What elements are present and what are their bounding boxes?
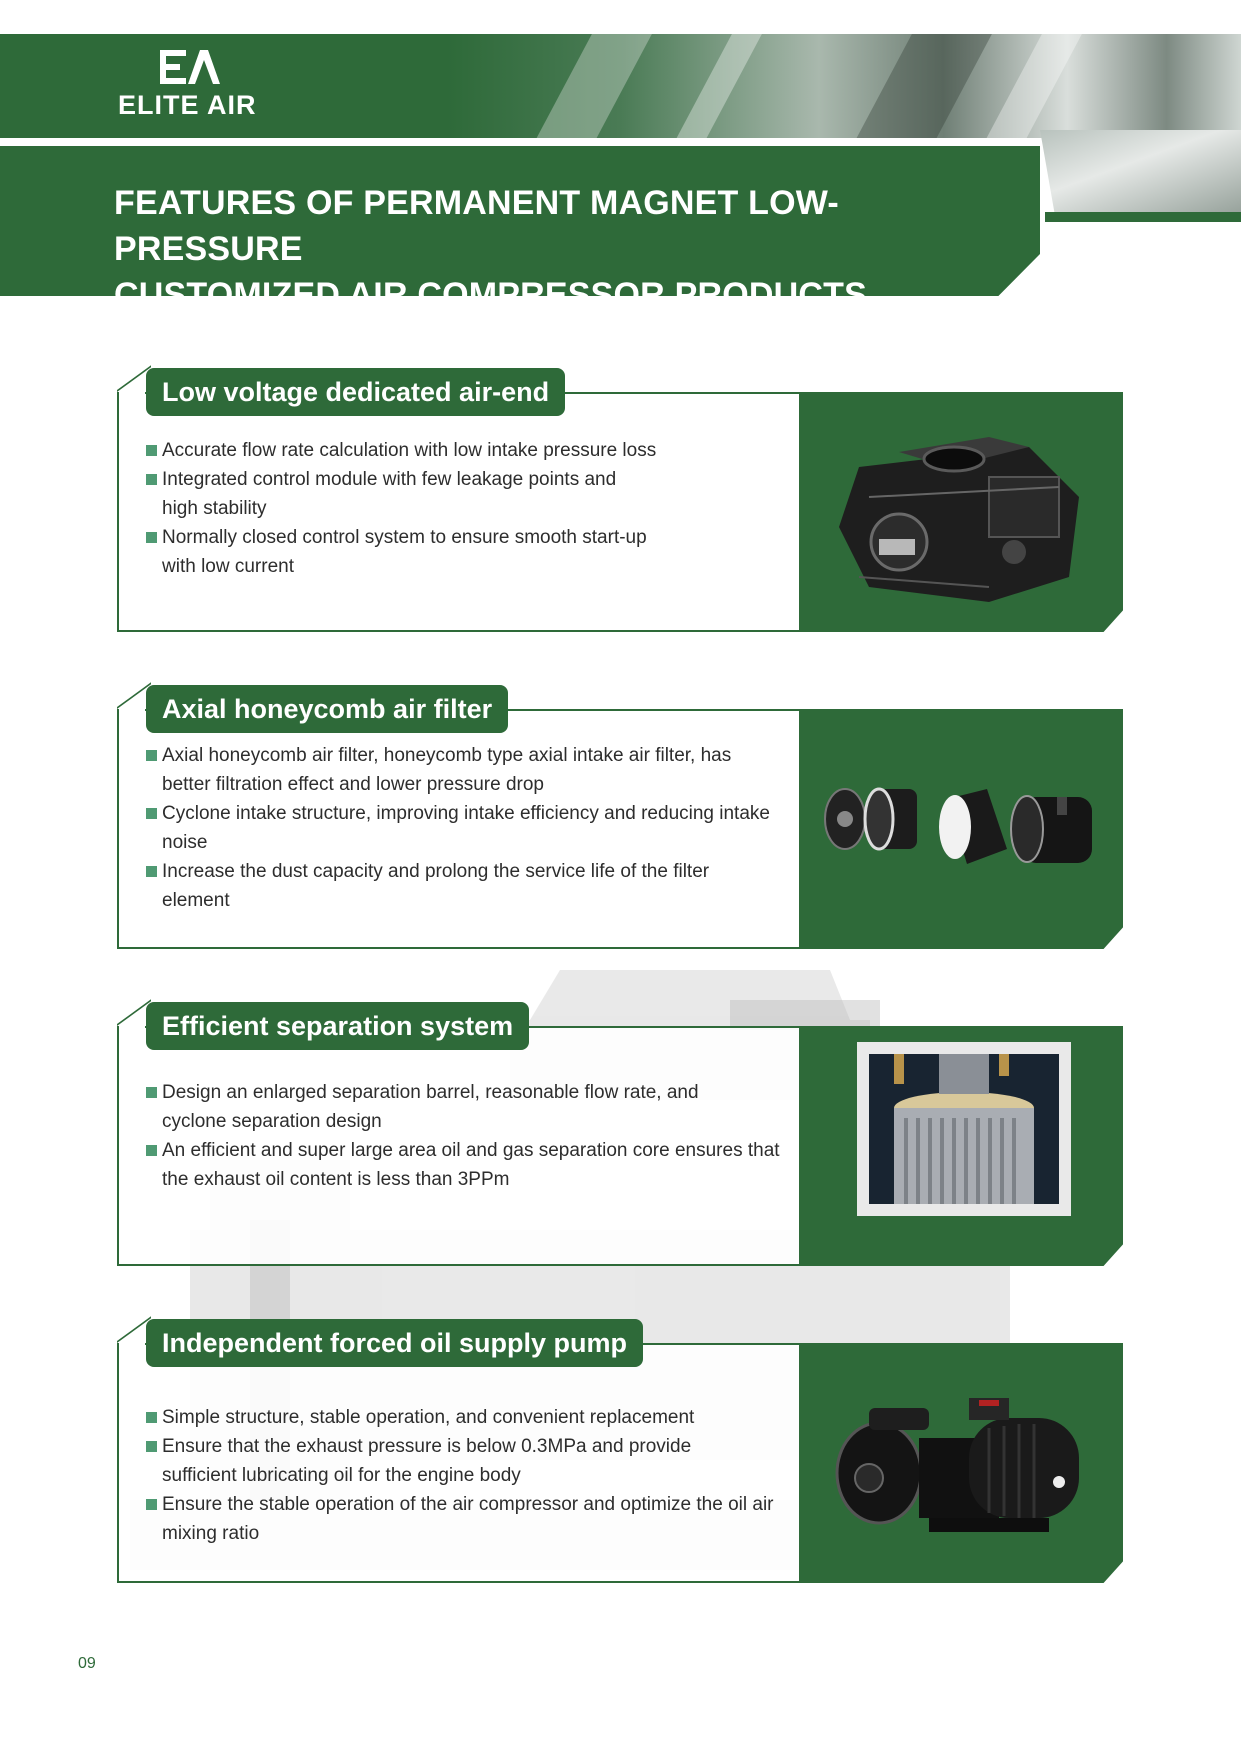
feature-card-oil-pump: [117, 1328, 1123, 1583]
oil-pump-image: [799, 1343, 1123, 1583]
list-item: Cyclone intake structure, improving intake efficiency and reducing intake noise: [145, 799, 770, 857]
list-item: Simple structure, stable operation, and convenient replacement: [145, 1403, 785, 1432]
list-item: Design an enlarged separation barrel, reasonable flow rate, and cyclone separation design: [145, 1078, 725, 1136]
list-item: Increase the dust capacity and prolong the service life of the filter element: [145, 857, 725, 915]
separator-image: [799, 1026, 1123, 1266]
list-item: An efficient and super large area oil and gas separation core ensures that the exhaust oil content is less than 3PPm: [145, 1136, 785, 1194]
card-heading: Axial honeycomb air filter: [146, 685, 508, 733]
feature-list: [145, 436, 785, 581]
card-image-panel: [799, 1343, 1123, 1583]
card-heading: Efficient separation system: [146, 1002, 529, 1050]
card-image-panel: [799, 392, 1123, 632]
list-item: Ensure the stable operation of the air compressor and optimize the oil air mixing ratio: [145, 1490, 785, 1548]
list-item: Normally closed control system to ensure smooth start-up with low current: [145, 523, 685, 581]
page-title: [114, 180, 1014, 318]
list-item: Ensure that the exhaust pressure is below 0.3MPa and provide sufficient lubricating oil for the engine body: [145, 1432, 705, 1490]
ea-logo-mark-icon: [160, 50, 220, 84]
card-heading: Low voltage dedicated air-end: [146, 368, 565, 416]
feature-card-air-end: [117, 377, 1123, 632]
page-title-line1: FEATURES OF PERMANENT MAGNET LOW-PRESSURE: [114, 184, 839, 268]
list-item: Accurate flow rate calculation with low intake pressure loss: [145, 436, 785, 465]
brand-name: ELITE AIR: [118, 90, 257, 120]
list-item: Axial honeycomb air filter, honeycomb type axial intake air filter, has better filtration effect and lower pressure drop: [145, 741, 785, 799]
card-image-panel: [799, 709, 1123, 949]
feature-card-air-filter: [117, 694, 1123, 949]
card-image-panel: [799, 1026, 1123, 1266]
banner-shadow: [837, 34, 1002, 138]
header-divider: [0, 138, 1045, 146]
page-number: 09: [78, 1655, 96, 1672]
feature-list: [145, 1078, 785, 1194]
banner-highlight: [967, 34, 1092, 138]
card-heading: Independent forced oil supply pump: [146, 1319, 643, 1367]
feature-list: [145, 741, 785, 915]
list-item: Integrated control module with few leakage points and high stability: [145, 465, 635, 523]
banner-highlight: [517, 34, 662, 138]
header-decor-accent: [1045, 212, 1241, 222]
page-title-line2: CUSTOMIZED AIR COMPRESSOR PRODUCTS: [114, 276, 867, 314]
air-filter-image: [799, 709, 1123, 949]
header-decor: [1040, 130, 1241, 222]
feature-card-separation: [117, 1011, 1123, 1266]
banner-highlight: [657, 34, 772, 138]
brand-logo: [118, 50, 268, 120]
feature-list: [145, 1403, 785, 1548]
air-end-image: [799, 392, 1123, 632]
